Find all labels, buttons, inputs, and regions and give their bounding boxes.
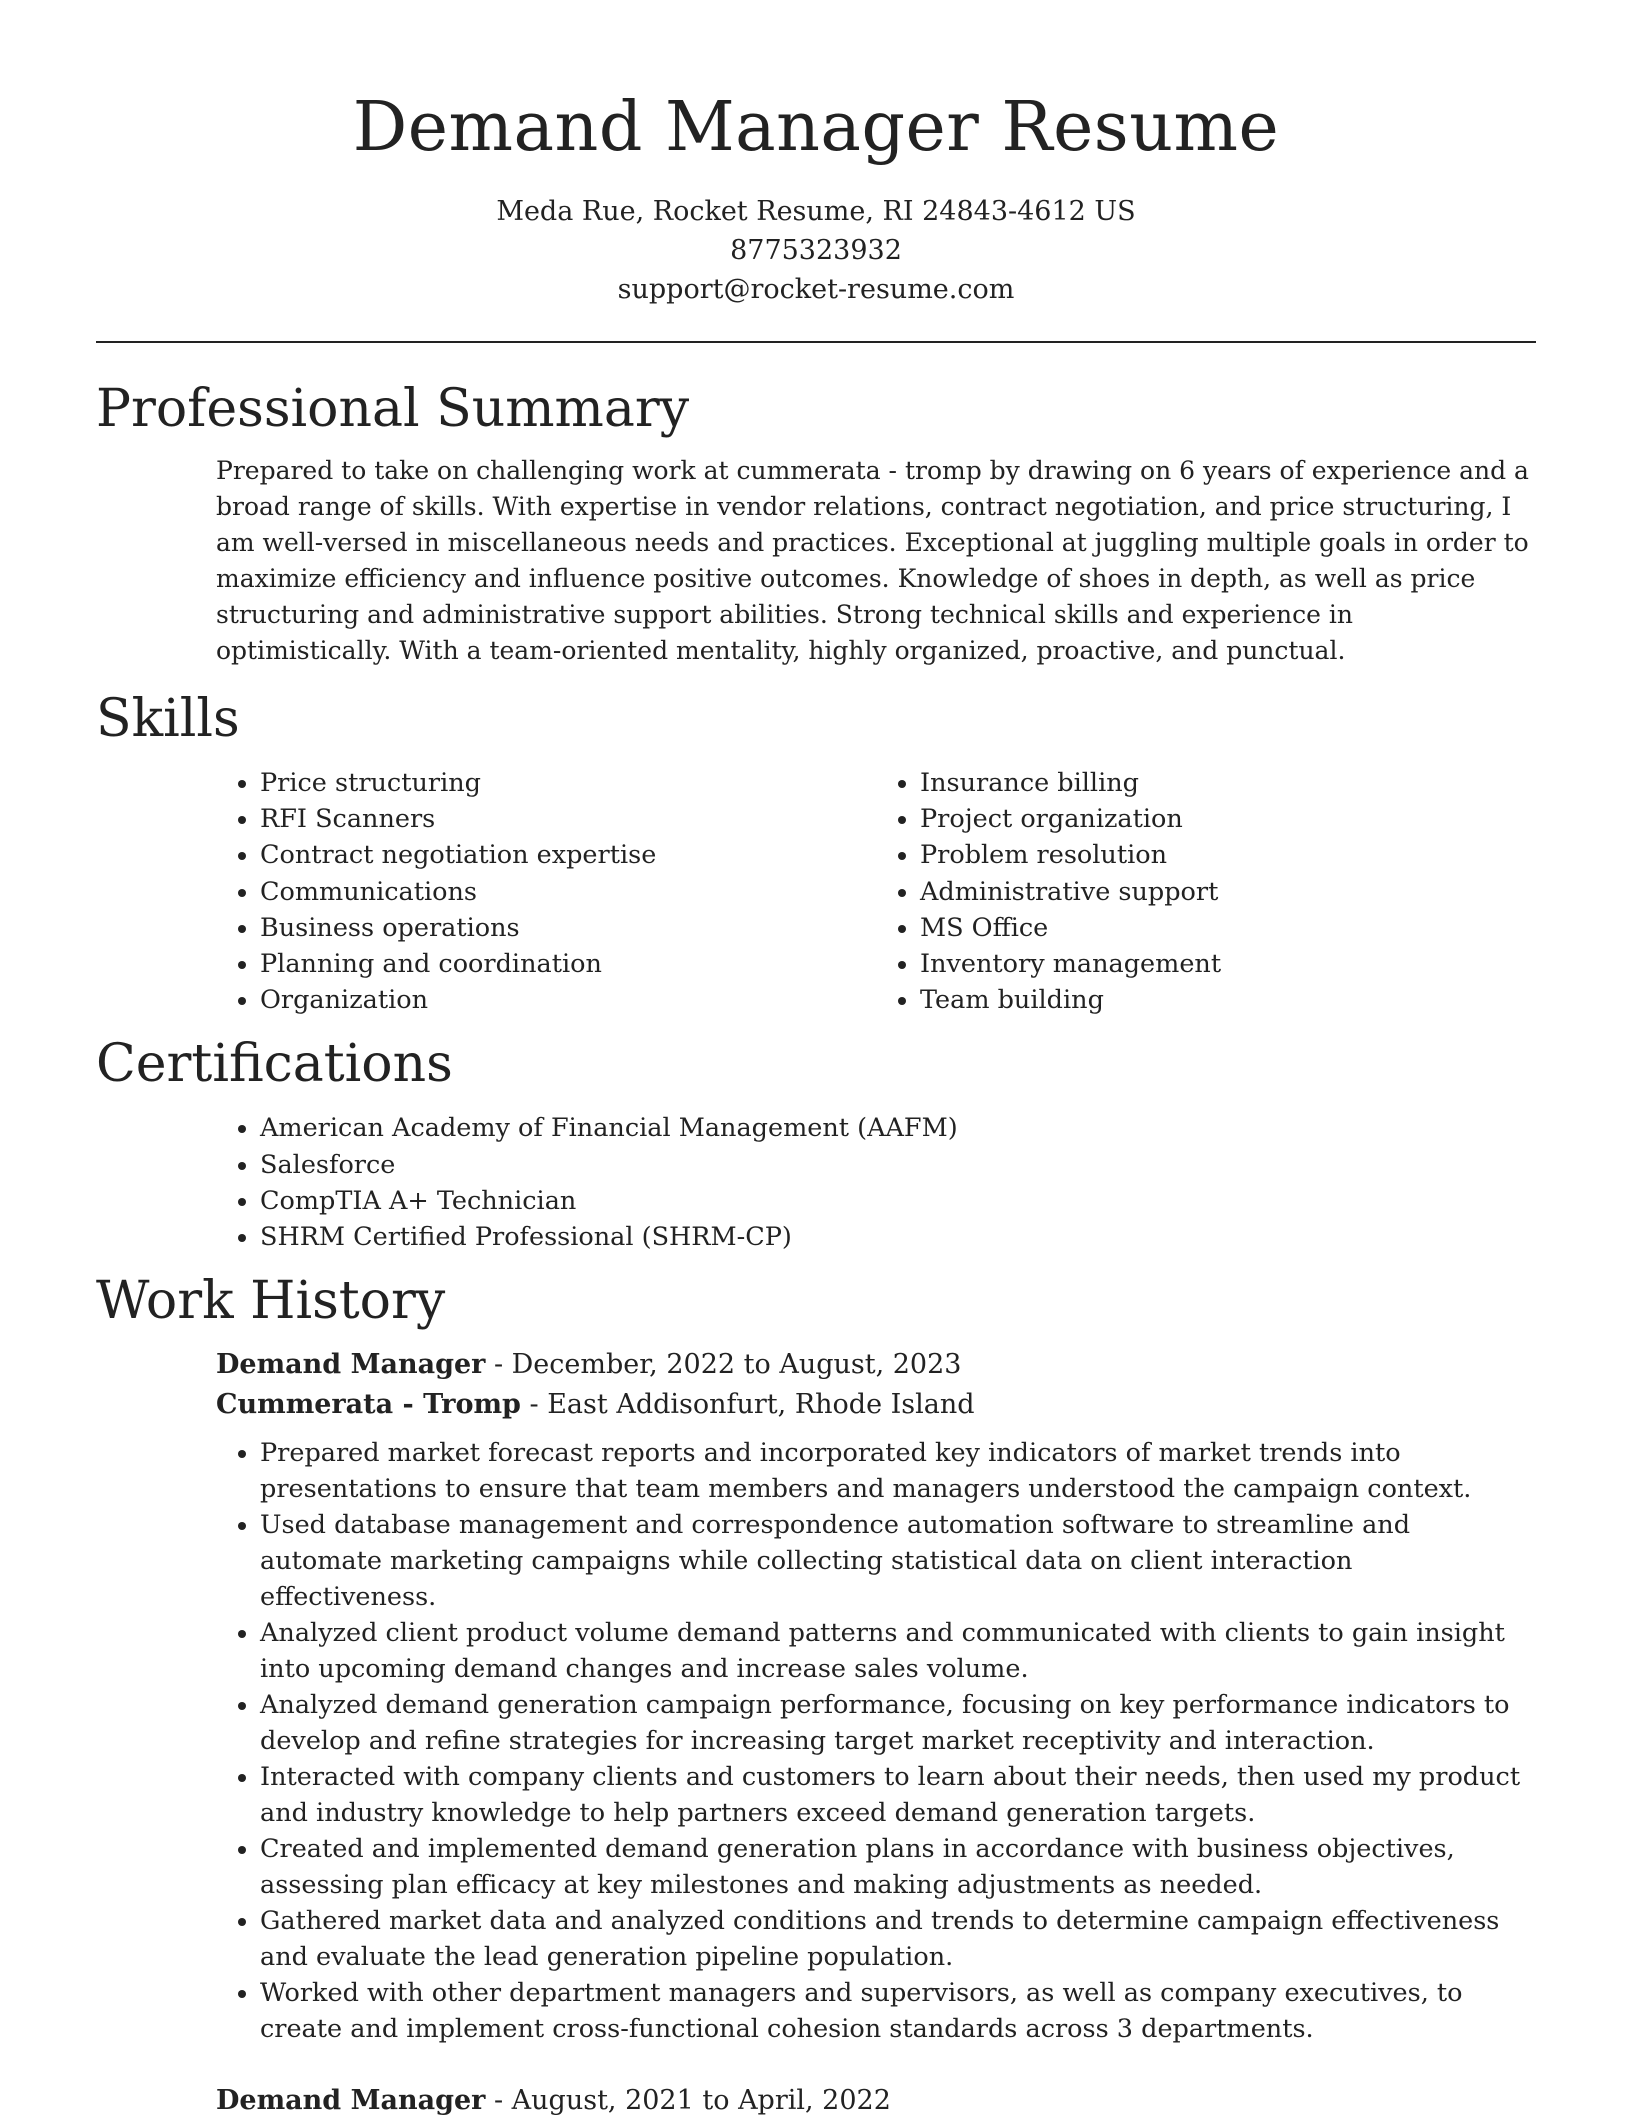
job-bullet: • Worked with other department managers and supervisors, as well as company executives, to create and implement cross-functional cohesion standards across 3 departments. xyxy=(260,1975,1536,2047)
job-bullet: • Created and implemented demand generation plans in accordance with business objectives, assessing plan efficacy at key milestones and making adjustments as needed. xyxy=(260,1831,1536,1903)
job-company: Cummerata - Tromp xyxy=(216,1389,521,1421)
skill-item: • Business operations xyxy=(260,910,876,946)
job-bullet: • Gathered market data and analyzed conditions and trends to determine campaign effectiveness and evaluate the lead generation pipeline population. xyxy=(260,1903,1536,1975)
skills-column-left xyxy=(216,765,876,1018)
header-divider xyxy=(96,341,1536,343)
job-title: Demand Manager xyxy=(216,1349,486,1381)
skill-item: • Price structuring xyxy=(260,765,876,801)
certification-item: • American Academy of Financial Management (AAFM) xyxy=(260,1110,1536,1146)
job-title-line xyxy=(216,1345,1536,1385)
certification-item: • CompTIA A+ Technician xyxy=(260,1183,1536,1219)
job-entry xyxy=(216,1345,1536,2047)
job-entry xyxy=(216,2081,1536,2121)
skill-item: • Planning and coordination xyxy=(260,946,876,982)
job-bullet: • Used database management and correspondence automation software to streamline and automate marketing campaigns while collecting statistical data on client interaction effectiveness. xyxy=(260,1507,1536,1615)
skill-item: • Insurance billing xyxy=(920,765,1536,801)
skill-item: • Problem resolution xyxy=(920,837,1536,873)
section-heading-certifications: Certifications xyxy=(96,1034,453,1095)
job-location: - East Addisonfurt, Rhode Island xyxy=(520,1389,975,1421)
contact-address: Meda Rue, Rocket Resume, RI 24843-4612 US xyxy=(496,196,1136,227)
skill-item: • Contract negotiation expertise xyxy=(260,837,876,873)
section-heading-work-history: Work History xyxy=(96,1271,446,1332)
resume-header xyxy=(96,0,1536,309)
skill-item: • Project organization xyxy=(920,801,1536,837)
job-bullet: • Interacted with company clients and customers to learn about their needs, then used my product and industry knowledge to help partners exceed demand generation targets. xyxy=(260,1759,1536,1831)
certification-item: • Salesforce xyxy=(260,1147,1536,1183)
contact-phone: 8775323932 xyxy=(730,235,902,266)
job-title-line xyxy=(216,2081,1536,2121)
certification-item: • SHRM Certified Professional (SHRM-CP) xyxy=(260,1219,1536,1255)
section-heading-summary: Professional Summary xyxy=(96,379,690,439)
skills-list xyxy=(216,765,1536,1018)
skill-item: • Administrative support xyxy=(920,874,1536,910)
skills-column-right xyxy=(876,765,1536,1018)
skill-item: • Inventory management xyxy=(920,946,1536,982)
skill-item: • MS Office xyxy=(920,910,1536,946)
skill-item: • Organization xyxy=(260,982,876,1018)
job-bullet: • Analyzed client product volume demand patterns and communicated with clients to gain insight into upcoming demand changes and increase sales volume. xyxy=(260,1615,1536,1687)
job-bullet: • Prepared market forecast reports and incorporated key indicators of market trends into presentations to ensure that team members and managers understood the campaign context. xyxy=(260,1435,1536,1507)
job-dates: - December, 2022 to August, 2023 xyxy=(485,1349,962,1381)
contact-block xyxy=(96,192,1536,309)
job-bullet: • Analyzed demand generation campaign performance, focusing on key performance indicators to develop and refine strategies for increasing target market receptivity and interaction. xyxy=(260,1687,1536,1759)
skill-item: • Team building xyxy=(920,982,1536,1018)
contact-email: support@rocket-resume.com xyxy=(617,274,1015,305)
job-dates: - August, 2021 to April, 2022 xyxy=(485,2085,891,2117)
job-title: Demand Manager xyxy=(216,2085,486,2117)
skill-item: • RFI Scanners xyxy=(260,801,876,837)
summary-text: Prepared to take on challenging work at cummerata - tromp by drawing on 6 years of experience and a broad range of skills. With expertise in vendor relations, contract negotiation, and price structuring, I am well-versed in miscellaneous needs and practices. Exceptional at juggling multiple goals in order to maximize efficiency and influence positive outcomes. Knowledge of shoes in depth, as well as price structuring and administrative support abilities. Strong technical skills and experience in optimistically. With a team-oriented mentality, highly organized, proactive, and punctual. xyxy=(216,456,1529,665)
certifications-list xyxy=(216,1110,1536,1255)
skill-item: • Communications xyxy=(260,874,876,910)
section-heading-skills: Skills xyxy=(96,689,240,749)
job-bullets xyxy=(216,1435,1536,2047)
resume-title: Demand Manager Resume xyxy=(352,88,1280,167)
job-company-line xyxy=(216,1385,1536,1425)
